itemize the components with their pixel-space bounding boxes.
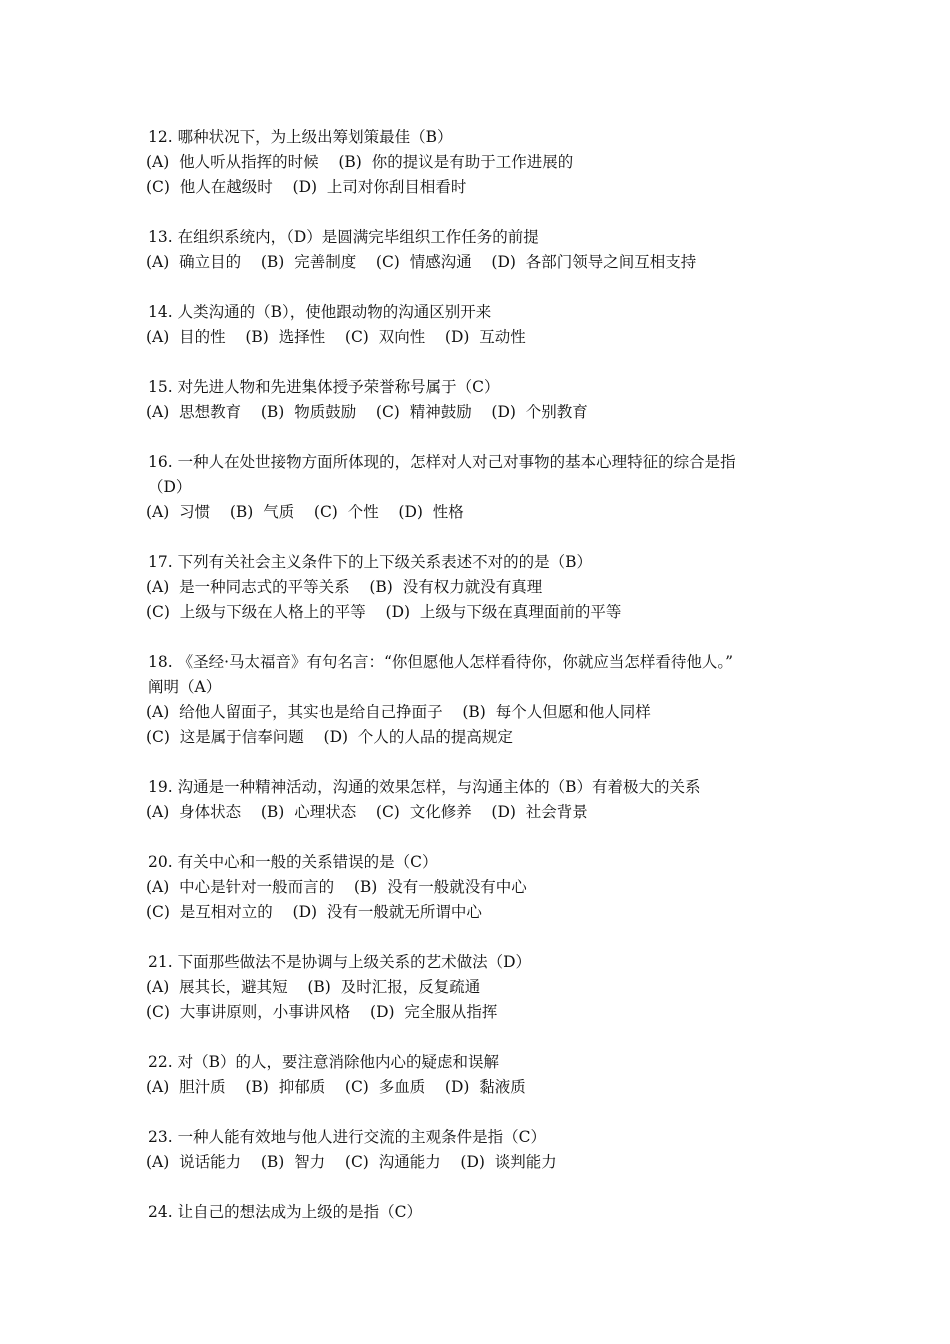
question-options: (C) 大事讲原则，小事讲风格 (D) 完全服从指挥 [146, 1003, 498, 1021]
question-options: (C) 上级与下级在人格上的平等 (D) 上级与下级在真理面前的平等 [146, 603, 622, 621]
question-options: (A) 给他人留面子，其实也是给自己挣面子 (B) 每个人但愿和他人同样 [146, 703, 651, 721]
question-block [146, 950, 826, 1025]
question-block [146, 650, 826, 750]
question-stem: 12. 哪种状况下，为上级出筹划策最佳（B） [148, 128, 453, 146]
question-stem: 20. 有关中心和一般的关系错误的是（C） [148, 853, 438, 871]
question-options: (A) 展其长，避其短 (B) 及时汇报，反复疏通 [146, 978, 481, 996]
question-block [146, 775, 826, 825]
question-stem: 14. 人类沟通的（B），使他跟动物的沟通区别开来 [148, 303, 492, 321]
question-stem: 24. 让自己的想法成为上级的是指（C） [148, 1203, 422, 1221]
question-block [146, 300, 826, 350]
question-block [146, 375, 826, 425]
question-block [146, 550, 826, 625]
question-options: (A) 说话能力 (B) 智力 (C) 沟通能力 (D) 谈判能力 [146, 1153, 557, 1171]
question-block [146, 225, 826, 275]
question-stem: 13. 在组织系统内，（D）是圆满完毕组织工作任务的前提 [148, 228, 539, 246]
question-stem: 18. 《圣经·马太福音》有句名言：“你但愿他人怎样看待你，你就应当怎样看待他人。” [148, 653, 734, 671]
question-options: (C) 他人在越级时 (D) 上司对你刮目相看时 [146, 178, 467, 196]
question-stem: 21. 下面那些做法不是协调与上级关系的艺术做法（D） [148, 953, 532, 971]
question-stem: 阐明（A） [148, 678, 222, 696]
question-block [146, 1125, 826, 1175]
question-options: (C) 这是属于信奉问题 (D) 个人的人品的提高规定 [146, 728, 513, 746]
question-block [146, 1200, 826, 1225]
question-options: (A) 中心是针对一般而言的 (B) 没有一般就没有中心 [146, 878, 527, 896]
question-options: (A) 他人听从指挥的时候 (B) 你的提议是有助于工作进展的 [146, 153, 574, 171]
question-block [146, 125, 826, 200]
question-options: (A) 目的性 (B) 选择性 (C) 双向性 (D) 互动性 [146, 328, 526, 346]
question-list [146, 125, 826, 1250]
question-stem: 16. 一种人在处世接物方面所体现的，怎样对人对己对事物的基本心理特征的综合是指 [148, 453, 736, 471]
question-options: (C) 是互相对立的 (D) 没有一般就无所谓中心 [146, 903, 482, 921]
question-options: (A) 思想教育 (B) 物质鼓励 (C) 精神鼓励 (D) 个别教育 [146, 403, 588, 421]
question-block [146, 450, 826, 525]
question-options: (A) 习惯 (B) 气质 (C) 个性 (D) 性格 [146, 503, 464, 521]
question-options: (A) 身体状态 (B) 心理状态 (C) 文化修养 (D) 社会背景 [146, 803, 588, 821]
question-options: (A) 确立目的 (B) 完善制度 (C) 情感沟通 (D) 各部门领导之间互相支持 [146, 253, 697, 271]
question-stem: 22. 对（B）的人，要注意消除他内心的疑虑和误解 [148, 1053, 499, 1071]
question-stem: 23. 一种人能有效地与他人进行交流的主观条件是指（C） [148, 1128, 546, 1146]
question-stem: 17. 下列有关社会主义条件下的上下级关系表述不对的的是（B） [148, 553, 592, 571]
question-block [146, 1050, 826, 1100]
question-options: (A) 胆汁质 (B) 抑郁质 (C) 多血质 (D) 黏液质 [146, 1078, 526, 1096]
question-stem: 15. 对先进人物和先进集体授予荣誉称号属于（C） [148, 378, 500, 396]
question-options: (A) 是一种同志式的平等关系 (B) 没有权力就没有真理 [146, 578, 543, 596]
question-stem: （D） [148, 478, 192, 496]
question-stem: 19. 沟通是一种精神活动，沟通的效果怎样，与沟通主体的（B）有着极大的关系 [148, 778, 701, 796]
question-block [146, 850, 826, 925]
